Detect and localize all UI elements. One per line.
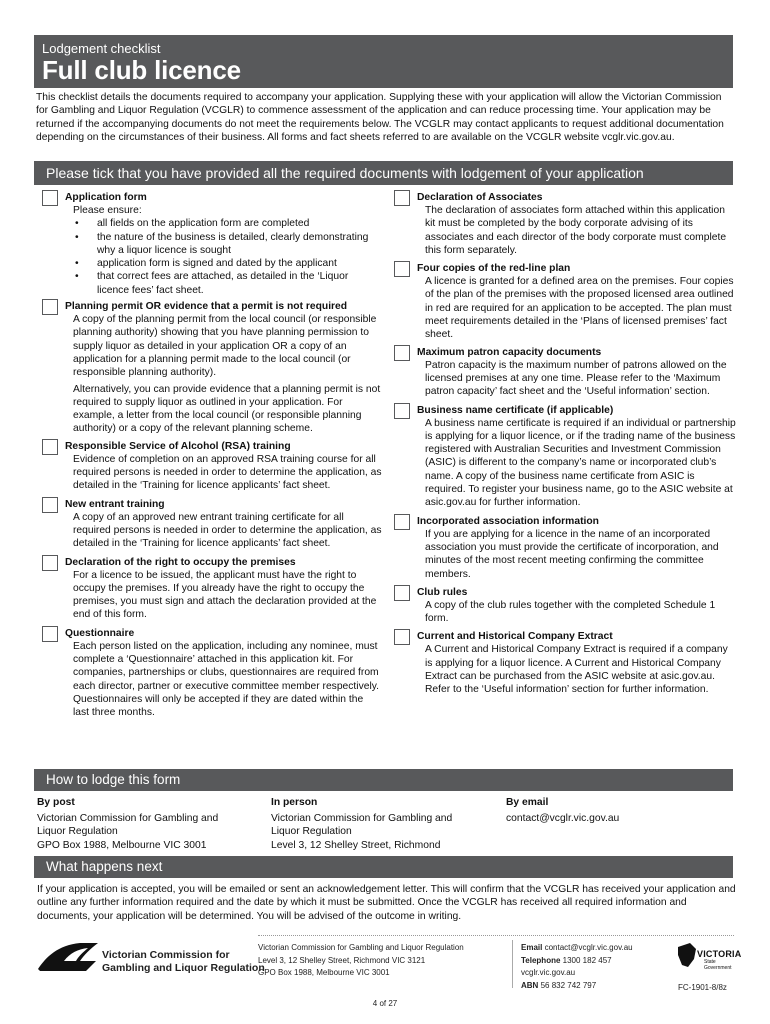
item-title: New entrant training: [65, 498, 165, 510]
checkbox-right-to-occupy[interactable]: [42, 555, 58, 571]
list-item: • the nature of the business is detailed, clearly demonstrating why a liquor licence is sought: [73, 231, 382, 258]
checkbox-company-extract[interactable]: [394, 629, 410, 645]
item-title: Maximum patron capacity documents: [417, 346, 602, 358]
list-item: • all fields on the application form are completed: [73, 217, 382, 230]
item-title: Incorporated association information: [417, 515, 599, 527]
lodge-line: GPO Box 1988, Melbourne VIC 3001: [37, 839, 207, 851]
victoria-logo-word: VICTORIA: [697, 949, 742, 959]
lodge-line: Victorian Commission for Gambling and: [271, 812, 453, 824]
checkbox-planning-permit[interactable]: [42, 299, 58, 315]
item-text: Evidence of completion on an approved RSA training course for all required persons is needed in order to determine the application, as detailed in the ‘Training for licence applicants’ fact sheet.: [73, 453, 382, 492]
checklist-item-planning-permit: [42, 299, 382, 436]
checklist-right-column: [394, 190, 736, 697]
logo-line: Gambling and Liquor Regulation: [102, 962, 265, 974]
checklist-item-application-form: [42, 190, 382, 297]
vcglr-logo-text: [102, 949, 265, 975]
checklist-item-rsa-training: [42, 439, 382, 493]
bullet-list: [73, 217, 382, 297]
footer-address-line: Level 3, 12 Shelley Street, Richmond VIC 3121: [258, 955, 426, 965]
footer-address: [258, 942, 464, 980]
item-text: Alternatively, you can provide evidence that a planning permit is not required to supply liquor as outlined in your application. For example, a letter from the local council (or responsible planning authority) or a copy of the relevant planning scheme.: [73, 383, 381, 435]
footer-address-line: GPO Box 1988, Melbourne VIC 3001: [258, 968, 390, 977]
logo-line: Victorian Commission for: [102, 949, 230, 961]
checkbox-questionnaire[interactable]: [42, 626, 58, 642]
lodge-line: Liquor Regulation: [37, 826, 118, 837]
item-title: Declaration of Associates: [417, 192, 543, 203]
checklist-item-red-line-plan: [394, 261, 736, 341]
lodge-by-post: [37, 796, 267, 852]
checklist-item-associates: [394, 190, 736, 257]
item-text: For a licence to be issued, the applicant must have the right to occupy the premises. If you already have the right to occupy the premises, you must sign and attach the declaration provided at the end of this form.: [73, 569, 377, 621]
list-item: • application form is signed and dated by the applicant: [73, 257, 382, 270]
victoria-logo-sub-line: Government: [704, 965, 732, 971]
footer-website-link[interactable]: vcglr.vic.gov.au: [521, 968, 576, 977]
page-header: [34, 35, 733, 88]
item-text: The declaration of associates form attached within this application kit must be completed by the body corporate advising of its associates and each director of the body corporate must complete this form separately.: [425, 205, 727, 256]
tick-heading: Please tick that you have provided all the required documents with lodgement of your application: [34, 161, 733, 185]
footer-phone: 1300 182 457: [562, 955, 612, 965]
lodge-in-person: [271, 796, 505, 852]
checkbox-club-rules[interactable]: [394, 585, 410, 601]
how-to-lodge-heading: How to lodge this form: [34, 769, 733, 791]
checklist-item-incorporated-association: [394, 514, 736, 581]
footer-separator: [512, 940, 513, 988]
checkbox-rsa-training[interactable]: [42, 439, 58, 455]
checklist-item-company-extract: [394, 629, 736, 696]
lodge-method-title: By email: [506, 797, 549, 808]
item-text: A business name certificate is required if an individual or partnership is applying for a liquor licence, or if the trading name of the business registered with Australian Securities and Investment Commission (ASIC) is different to the company’s name or incorporated club’s name. A copy of the business name certificate from ASIC is required. To register your business name, go to the ASIC website at asic.gov.au for further information.: [425, 417, 736, 509]
what-happens-next-heading: What happens next: [34, 856, 733, 878]
checklist-item-patron-capacity: [394, 345, 736, 399]
lodge-line: Victorian Commission for Gambling and: [37, 812, 219, 824]
item-text: If you are applying for a licence in the name of an incorporated association you must provide the certificate of incorporation, and minutes of the most recent meeting confirming the committee members.: [425, 528, 719, 580]
email-link[interactable]: contact@vcglr.vic.gov.au: [506, 812, 620, 824]
checkbox-red-line-plan[interactable]: [394, 261, 410, 277]
item-title: Declaration of the right to occupy the premises: [65, 556, 296, 568]
footer-address-line: Victorian Commission for Gambling and Liquor Regulation: [258, 943, 464, 952]
lodge-line: Liquor Regulation: [271, 826, 352, 837]
item-text: A copy of the club rules together with the completed Schedule 1 form.: [425, 599, 716, 625]
victoria-logo-sub: [704, 959, 732, 971]
checklist-item-right-to-occupy: [42, 555, 382, 622]
item-title: Club rules: [417, 586, 468, 598]
item-title: Four copies of the red-line plan: [417, 263, 571, 275]
item-title: Planning permit OR evidence that a permit is not required: [65, 301, 348, 313]
checkbox-associates[interactable]: [394, 190, 410, 206]
checkbox-application-form[interactable]: [42, 190, 58, 206]
what-happens-next-text: If your application is accepted, you will be emailed or sent an acknowledgement letter. This will confirm that the VCGLR has received your application and outline any further information required and the date by which it must be submitted. Once the VCGLR has received all required information and documents, your application will be determined. You will be advised of the outcome in writing.: [37, 884, 736, 922]
item-text: A copy of the planning permit from the local council (or responsible planning authority) showing that you have planning permission to supply liquor as detailed in your application OR a copy of an application for a planning permit made to the local council (or responsible planning authority).: [73, 314, 377, 379]
lodge-method-title: By post: [37, 797, 75, 808]
checkbox-new-entrant[interactable]: [42, 497, 58, 513]
form-code: FC-1901-8/8z: [678, 983, 727, 992]
item-title: Responsible Service of Alcohol (RSA) training: [65, 440, 291, 452]
footer-contact: [521, 942, 633, 992]
item-title: Business name certificate (if applicable): [417, 404, 614, 416]
lodge-by-email: [506, 796, 736, 825]
checklist-item-questionnaire: [42, 626, 382, 720]
list-item: • that correct fees are attached, as detailed in the ‘Liquor licence fees’ fact sheet.: [73, 270, 382, 297]
item-title: Questionnaire: [65, 627, 135, 639]
item-title: Application form: [65, 192, 147, 203]
checklist-item-business-name: [394, 403, 736, 510]
item-title: Current and Historical Company Extract: [417, 631, 613, 643]
checkbox-business-name[interactable]: [394, 403, 410, 419]
item-lead: Please ensure:: [73, 205, 142, 216]
footer-label: ABN: [521, 980, 539, 990]
lodge-method-title: In person: [271, 797, 318, 808]
footer-label: Email: [521, 943, 543, 952]
checklist-left-column: [42, 190, 382, 720]
checkbox-incorporated-association[interactable]: [394, 514, 410, 530]
checklist-item-new-entrant: [42, 497, 382, 551]
footer-abn: 56 832 742 797: [540, 980, 597, 990]
page-title: Full club licence: [42, 55, 241, 85]
intro-text: This checklist details the documents required to accompany your application. Supplying these with your application will allow the Victorian Commission for Gambling and Liquor Regulation (VCGLR) to commence assessment of the application and can reduce processing time. Your application may be returned if the accompanying documents do not meet the requirements below. The VCGLR may contact applicants to request additional documentation depending on the circumstances of their business. All forms and fact sheets referred to are available on the VCGLR website vcglr.vic.gov.au.: [36, 92, 724, 143]
footer-email-link[interactable]: contact@vcglr.vic.gov.au: [544, 943, 633, 952]
victoria-government-logo: [676, 941, 742, 971]
header-kicker: Lodgement checklist: [42, 41, 161, 56]
item-text: Patron capacity is the maximum number of patrons allowed on the licensed premises at any one time. Please refer to the ‘Maximum patron capacity’ fact sheet and the ‘Useful information’ section.: [425, 359, 727, 398]
item-text: A licence is granted for a defined area on the premises. Four copies of the plan of the premises with the proposed licensed area outlined in red are required for an application to be accepted. The plan must meet requirements detailed in the ‘Plans of licensed premises’ fact sheet.: [425, 276, 734, 341]
lodge-line: Level 3, 12 Shelley Street, Richmond: [271, 839, 441, 851]
victoria-logo-sub-line: State: [704, 959, 716, 965]
checkbox-patron-capacity[interactable]: [394, 345, 410, 361]
page-number: 4 of 27: [372, 999, 398, 1008]
item-text: A Current and Historical Company Extract is required if a company is applying for a liquor licence. A Current and Historical Company Extract can be purchased from the ASIC website at asic.gov.au. Refer to the ‘Useful information’ section for further information.: [425, 644, 728, 696]
footer-label: Telephone: [521, 955, 561, 965]
item-text: A copy of an approved new entrant training certificate for all required persons is needed in order to determine the application, as detailed in the ‘Training for licence applicants’ fact sheet.: [73, 511, 382, 550]
footer-divider: [258, 935, 734, 936]
item-text: Each person listed on the application, including any nominee, must complete a ‘Questionnaire’ attached in this application kit. For companies, partnerships or clubs, questionnaires are required from each director, partner or executive committee member respectively. Questionnaires will only be accepted if they are dated within the last three months.: [73, 640, 379, 719]
checklist-item-club-rules: [394, 585, 736, 626]
